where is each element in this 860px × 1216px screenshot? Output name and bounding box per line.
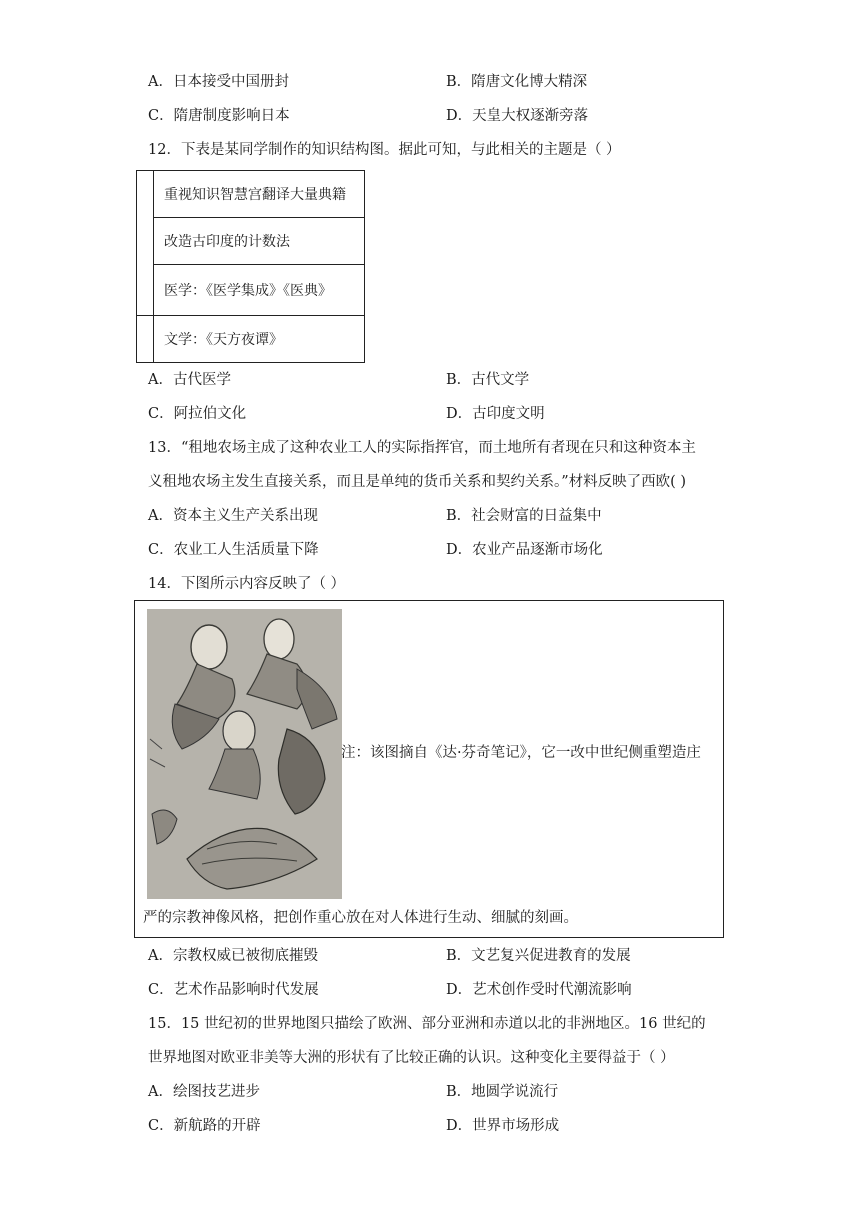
table-row: 文学：《天方夜谭》 <box>154 316 365 363</box>
q14-option-b: B．文艺复兴促进教育的发展 <box>446 948 631 964</box>
figure-note: 注：该图摘自《达·芬奇笔记》，它一改中世纪侧重塑造庄 <box>341 745 701 761</box>
q15-stem-line2: 世界地图对欧亚非美等大洲的形状有了比较正确的认识。这种变化主要得益于（ ） <box>148 1050 675 1066</box>
q13-option-a: A．资本主义生产关系出现 <box>148 508 318 524</box>
q11-option-a: A．日本接受中国册封 <box>148 74 289 90</box>
q15-option-c: C．新航路的开辟 <box>148 1118 261 1134</box>
table-row: 改造古印度的计数法 <box>154 218 365 265</box>
q11-option-b: B．隋唐文化博大精深 <box>446 74 588 90</box>
table-row: 重视知识智慧宫翻译大量典籍 <box>154 171 365 218</box>
q13-stem-line1: 13．“租地农场主成了这种农业工人的实际指挥官，而土地所有者现在只和这种资本主 <box>148 440 696 456</box>
q12-option-a: A．古代医学 <box>148 372 231 388</box>
knowledge-structure-table <box>136 170 365 363</box>
anatomy-sketch-image <box>147 609 342 899</box>
table-row: 医学：《医学集成》《医典》 <box>154 265 365 316</box>
figure-note-continued: 严的宗教神像风格，把创作重心放在对人体进行生动、细腻的刻画。 <box>143 910 578 926</box>
q12-stem: 12．下表是某同学制作的知识结构图。据此可知，与此相关的主题是（ ） <box>148 142 621 158</box>
q14-option-d: D．艺术创作受时代潮流影响 <box>446 982 632 998</box>
q15-stem-line1: 15．15 世纪初的世界地图只描绘了欧洲、部分亚洲和赤道以北的非洲地区。16 世纪的 <box>148 1016 706 1032</box>
q14-stem: 14．下图所示内容反映了（ ） <box>148 576 346 592</box>
q14-option-a: A．宗教权威已被彻底摧毁 <box>148 948 318 964</box>
q11-option-d: D．天皇大权逐渐旁落 <box>446 108 589 124</box>
q12-option-b: B．古代文学 <box>446 372 530 388</box>
q15-option-a: A．绘图技艺进步 <box>148 1084 260 1100</box>
q12-option-d: D．古印度文明 <box>446 406 545 422</box>
q14-option-c: C．艺术作品影响时代发展 <box>148 982 319 998</box>
q13-stem-line2: 义租地农场主发生直接关系，而且是单纯的货币关系和契约关系。”材料反映了西欧( ) <box>148 474 687 490</box>
q13-option-c: C．农业工人生活质量下降 <box>148 542 319 558</box>
q13-option-d: D．农业产品逐渐市场化 <box>446 542 603 558</box>
q11-option-c: C．隋唐制度影响日本 <box>148 108 290 124</box>
q12-option-c: C．阿拉伯文化 <box>148 406 247 422</box>
q13-option-b: B．社会财富的日益集中 <box>446 508 602 524</box>
q15-option-d: D．世界市场形成 <box>446 1118 560 1134</box>
q15-option-b: B．地圆学说流行 <box>446 1084 559 1100</box>
figure-box <box>134 600 724 938</box>
